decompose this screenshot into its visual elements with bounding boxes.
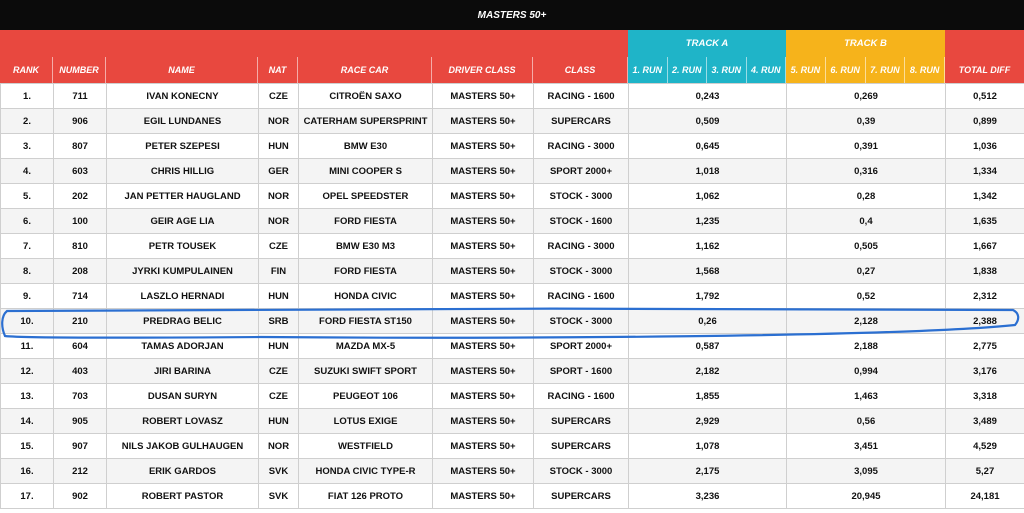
cell-nat: CZE	[259, 234, 299, 259]
cell-track-b: 3,095	[787, 459, 946, 484]
cell-class: RACING - 3000	[534, 234, 629, 259]
table-row	[1, 334, 1024, 359]
cell-rank: 8.	[1, 259, 54, 284]
cell-class: RACING - 1600	[534, 384, 629, 409]
table-row	[1, 409, 1024, 434]
cell-number: 403	[54, 359, 107, 384]
col-name-header: NAME	[106, 57, 258, 83]
cell-class: SUPERCARS	[534, 434, 629, 459]
cell-name: ROBERT PASTOR	[107, 484, 259, 509]
cell-rank: 11.	[1, 334, 54, 359]
cell-total-diff: 1,036	[946, 134, 1024, 159]
cell-rank: 15.	[1, 434, 54, 459]
cell-track-b: 0,39	[787, 109, 946, 134]
cell-number: 905	[54, 409, 107, 434]
cell-race-car: MINI COOPER S	[299, 159, 433, 184]
cell-class: RACING - 1600	[534, 84, 629, 109]
run-7-header: 7. RUN	[866, 57, 906, 83]
cell-driver-class: MASTERS 50+	[433, 259, 534, 284]
cell-total-diff: 3,489	[946, 409, 1024, 434]
table-row	[1, 309, 1024, 334]
total-diff-spacer	[945, 30, 1024, 57]
cell-track-a: 1,078	[629, 434, 787, 459]
cell-track-a: 2,929	[629, 409, 787, 434]
cell-name: PREDRAG BELIC	[107, 309, 259, 334]
cell-name: PETR TOUSEK	[107, 234, 259, 259]
col-rank-header: RANK	[0, 57, 53, 83]
cell-race-car: BMW E30	[299, 134, 433, 159]
col-number-header: NUMBER	[53, 57, 106, 83]
cell-nat: NOR	[259, 109, 299, 134]
cell-track-b: 0,56	[787, 409, 946, 434]
cell-driver-class: MASTERS 50+	[433, 134, 534, 159]
cell-race-car: WESTFIELD	[299, 434, 433, 459]
run-6-header: 6. RUN	[826, 57, 866, 83]
cell-class: STOCK - 3000	[534, 259, 629, 284]
cell-total-diff: 1,838	[946, 259, 1024, 284]
cell-name: IVAN KONECNY	[107, 84, 259, 109]
cell-class: STOCK - 3000	[534, 184, 629, 209]
cell-nat: CZE	[259, 384, 299, 409]
cell-rank: 7.	[1, 234, 54, 259]
cell-driver-class: MASTERS 50+	[433, 309, 534, 334]
cell-number: 603	[54, 159, 107, 184]
cell-track-a: 1,162	[629, 234, 787, 259]
table-row	[1, 359, 1024, 384]
cell-class: STOCK - 3000	[534, 309, 629, 334]
cell-track-b: 0,269	[787, 84, 946, 109]
run-1-header: 1. RUN	[628, 57, 668, 83]
results-table	[0, 83, 1024, 509]
cell-class: STOCK - 1600	[534, 209, 629, 234]
cell-class: RACING - 3000	[534, 134, 629, 159]
results-body	[1, 84, 1024, 509]
cell-total-diff: 0,899	[946, 109, 1024, 134]
cell-race-car: HONDA CIVIC	[299, 284, 433, 309]
cell-name: GEIR AGE LIA	[107, 209, 259, 234]
cell-total-diff: 3,176	[946, 359, 1024, 384]
cell-race-car: HONDA CIVIC TYPE-R	[299, 459, 433, 484]
cell-class: STOCK - 3000	[534, 459, 629, 484]
cell-driver-class: MASTERS 50+	[433, 409, 534, 434]
cell-race-car: MAZDA MX-5	[299, 334, 433, 359]
table-row	[1, 109, 1024, 134]
cell-nat: HUN	[259, 284, 299, 309]
cell-track-a: 1,235	[629, 209, 787, 234]
cell-race-car: BMW E30 M3	[299, 234, 433, 259]
cell-nat: GER	[259, 159, 299, 184]
cell-rank: 16.	[1, 459, 54, 484]
cell-track-a: 3,236	[629, 484, 787, 509]
cell-name: PETER SZEPESI	[107, 134, 259, 159]
cell-track-a: 1,062	[629, 184, 787, 209]
cell-number: 810	[54, 234, 107, 259]
cell-nat: NOR	[259, 184, 299, 209]
cell-driver-class: MASTERS 50+	[433, 434, 534, 459]
cell-class: SUPERCARS	[534, 484, 629, 509]
cell-nat: SVK	[259, 459, 299, 484]
cell-track-b: 2,128	[787, 309, 946, 334]
table-row	[1, 159, 1024, 184]
cell-track-a: 0,645	[629, 134, 787, 159]
cell-total-diff: 4,529	[946, 434, 1024, 459]
col-driver-class-header: DRIVER CLASS	[432, 57, 533, 83]
cell-number: 202	[54, 184, 107, 209]
cell-track-a: 2,175	[629, 459, 787, 484]
cell-name: EGIL LUNDANES	[107, 109, 259, 134]
cell-track-a: 0,587	[629, 334, 787, 359]
table-row	[1, 434, 1024, 459]
cell-class: RACING - 1600	[534, 284, 629, 309]
cell-driver-class: MASTERS 50+	[433, 284, 534, 309]
cell-race-car: CATERHAM SUPERSPRINT	[299, 109, 433, 134]
cell-class: SUPERCARS	[534, 409, 629, 434]
table-row	[1, 259, 1024, 284]
cell-track-b: 0,4	[787, 209, 946, 234]
cell-number: 604	[54, 334, 107, 359]
cell-number: 212	[54, 459, 107, 484]
cell-total-diff: 5,27	[946, 459, 1024, 484]
cell-total-diff: 0,512	[946, 84, 1024, 109]
cell-track-b: 0,505	[787, 234, 946, 259]
track-a-header: TRACK A	[628, 30, 786, 57]
cell-number: 714	[54, 284, 107, 309]
col-class-header: CLASS	[533, 57, 628, 83]
cell-track-b: 0,52	[787, 284, 946, 309]
total-diff-header-cell	[945, 57, 1024, 83]
cell-driver-class: MASTERS 50+	[433, 184, 534, 209]
run-8-header: 8. RUN	[905, 57, 945, 83]
cell-race-car: CITROËN SAXO	[299, 84, 433, 109]
table-row	[1, 134, 1024, 159]
cell-name: NILS JAKOB GULHAUGEN	[107, 434, 259, 459]
cell-race-car: PEUGEOT 106	[299, 384, 433, 409]
cell-total-diff: 2,312	[946, 284, 1024, 309]
table-row	[1, 284, 1024, 309]
cell-track-a: 1,792	[629, 284, 787, 309]
cell-number: 208	[54, 259, 107, 284]
run-3-header: 3. RUN	[707, 57, 747, 83]
cell-track-a: 1,568	[629, 259, 787, 284]
cell-nat: CZE	[259, 359, 299, 384]
table-row	[1, 459, 1024, 484]
cell-driver-class: MASTERS 50+	[433, 209, 534, 234]
track-b-runs	[786, 57, 945, 83]
cell-number: 907	[54, 434, 107, 459]
cell-total-diff: 1,667	[946, 234, 1024, 259]
cell-driver-class: MASTERS 50+	[433, 84, 534, 109]
cell-rank: 14.	[1, 409, 54, 434]
cell-number: 902	[54, 484, 107, 509]
col-race-car-header: RACE CAR	[298, 57, 432, 83]
run-5-header: 5. RUN	[786, 57, 826, 83]
cell-driver-class: MASTERS 50+	[433, 334, 534, 359]
cell-number: 807	[54, 134, 107, 159]
cell-name: TAMAS ADORJAN	[107, 334, 259, 359]
table-row	[1, 484, 1024, 509]
table-row	[1, 384, 1024, 409]
cell-nat: CZE	[259, 84, 299, 109]
cell-driver-class: MASTERS 50+	[433, 384, 534, 409]
cell-driver-class: MASTERS 50+	[433, 159, 534, 184]
cell-name: ROBERT LOVASZ	[107, 409, 259, 434]
cell-nat: SVK	[259, 484, 299, 509]
cell-nat: FIN	[259, 259, 299, 284]
cell-name: JAN PETTER HAUGLAND	[107, 184, 259, 209]
cell-class: SUPERCARS	[534, 109, 629, 134]
cell-track-a: 2,182	[629, 359, 787, 384]
cell-track-b: 0,994	[787, 359, 946, 384]
col-total-diff-header: TOTAL DIFF	[958, 65, 1011, 75]
table-row	[1, 184, 1024, 209]
cell-track-b: 0,391	[787, 134, 946, 159]
cell-number: 711	[54, 84, 107, 109]
cell-number: 100	[54, 209, 107, 234]
table-row	[1, 209, 1024, 234]
cell-driver-class: MASTERS 50+	[433, 359, 534, 384]
cell-track-b: 0,27	[787, 259, 946, 284]
cell-track-b: 20,945	[787, 484, 946, 509]
cell-rank: 12.	[1, 359, 54, 384]
cell-track-b: 1,463	[787, 384, 946, 409]
cell-rank: 9.	[1, 284, 54, 309]
cell-class: SPORT - 1600	[534, 359, 629, 384]
cell-number: 906	[54, 109, 107, 134]
cell-name: LASZLO HERNADI	[107, 284, 259, 309]
cell-race-car: SUZUKI SWIFT SPORT	[299, 359, 433, 384]
cell-name: ERIK GARDOS	[107, 459, 259, 484]
cell-rank: 1.	[1, 84, 54, 109]
cell-race-car: FORD FIESTA ST150	[299, 309, 433, 334]
run-2-header: 2. RUN	[668, 57, 708, 83]
cell-name: JIRI BARINA	[107, 359, 259, 384]
cell-track-a: 0,26	[629, 309, 787, 334]
cell-class: SPORT 2000+	[534, 334, 629, 359]
cell-rank: 6.	[1, 209, 54, 234]
cell-track-b: 2,188	[787, 334, 946, 359]
cell-driver-class: MASTERS 50+	[433, 234, 534, 259]
results-title: MASTERS 50+	[0, 0, 1024, 30]
cell-total-diff: 1,635	[946, 209, 1024, 234]
cell-total-diff: 1,334	[946, 159, 1024, 184]
cell-rank: 2.	[1, 109, 54, 134]
cell-driver-class: MASTERS 50+	[433, 484, 534, 509]
cell-race-car: FORD FIESTA	[299, 259, 433, 284]
column-header-row	[0, 57, 628, 83]
cell-track-b: 3,451	[787, 434, 946, 459]
cell-total-diff: 24,181	[946, 484, 1024, 509]
table-row	[1, 234, 1024, 259]
cell-total-diff: 2,388	[946, 309, 1024, 334]
cell-rank: 3.	[1, 134, 54, 159]
cell-total-diff: 3,318	[946, 384, 1024, 409]
cell-race-car: FORD FIESTA	[299, 209, 433, 234]
cell-race-car: LOTUS EXIGE	[299, 409, 433, 434]
cell-track-b: 0,28	[787, 184, 946, 209]
cell-track-a: 0,509	[629, 109, 787, 134]
table-row	[1, 84, 1024, 109]
cell-name: DUSAN SURYN	[107, 384, 259, 409]
cell-track-a: 1,018	[629, 159, 787, 184]
col-nat-header: NAT	[258, 57, 298, 83]
header-spacer	[0, 30, 628, 57]
cell-track-b: 0,316	[787, 159, 946, 184]
cell-class: SPORT 2000+	[534, 159, 629, 184]
cell-nat: HUN	[259, 409, 299, 434]
cell-rank: 17.	[1, 484, 54, 509]
cell-nat: NOR	[259, 209, 299, 234]
cell-name: JYRKI KUMPULAINEN	[107, 259, 259, 284]
cell-driver-class: MASTERS 50+	[433, 109, 534, 134]
cell-name: CHRIS HILLIG	[107, 159, 259, 184]
cell-rank: 10.	[1, 309, 54, 334]
cell-nat: HUN	[259, 334, 299, 359]
cell-rank: 13.	[1, 384, 54, 409]
cell-nat: NOR	[259, 434, 299, 459]
cell-race-car: FIAT 126 PROTO	[299, 484, 433, 509]
track-a-runs	[628, 57, 786, 83]
cell-track-a: 0,243	[629, 84, 787, 109]
cell-nat: HUN	[259, 134, 299, 159]
cell-rank: 4.	[1, 159, 54, 184]
cell-total-diff: 1,342	[946, 184, 1024, 209]
cell-total-diff: 2,775	[946, 334, 1024, 359]
cell-track-a: 1,855	[629, 384, 787, 409]
cell-race-car: OPEL SPEEDSTER	[299, 184, 433, 209]
cell-rank: 5.	[1, 184, 54, 209]
cell-number: 703	[54, 384, 107, 409]
run-4-header: 4. RUN	[747, 57, 787, 83]
cell-number: 210	[54, 309, 107, 334]
track-b-header: TRACK B	[786, 30, 945, 57]
cell-nat: SRB	[259, 309, 299, 334]
cell-driver-class: MASTERS 50+	[433, 459, 534, 484]
